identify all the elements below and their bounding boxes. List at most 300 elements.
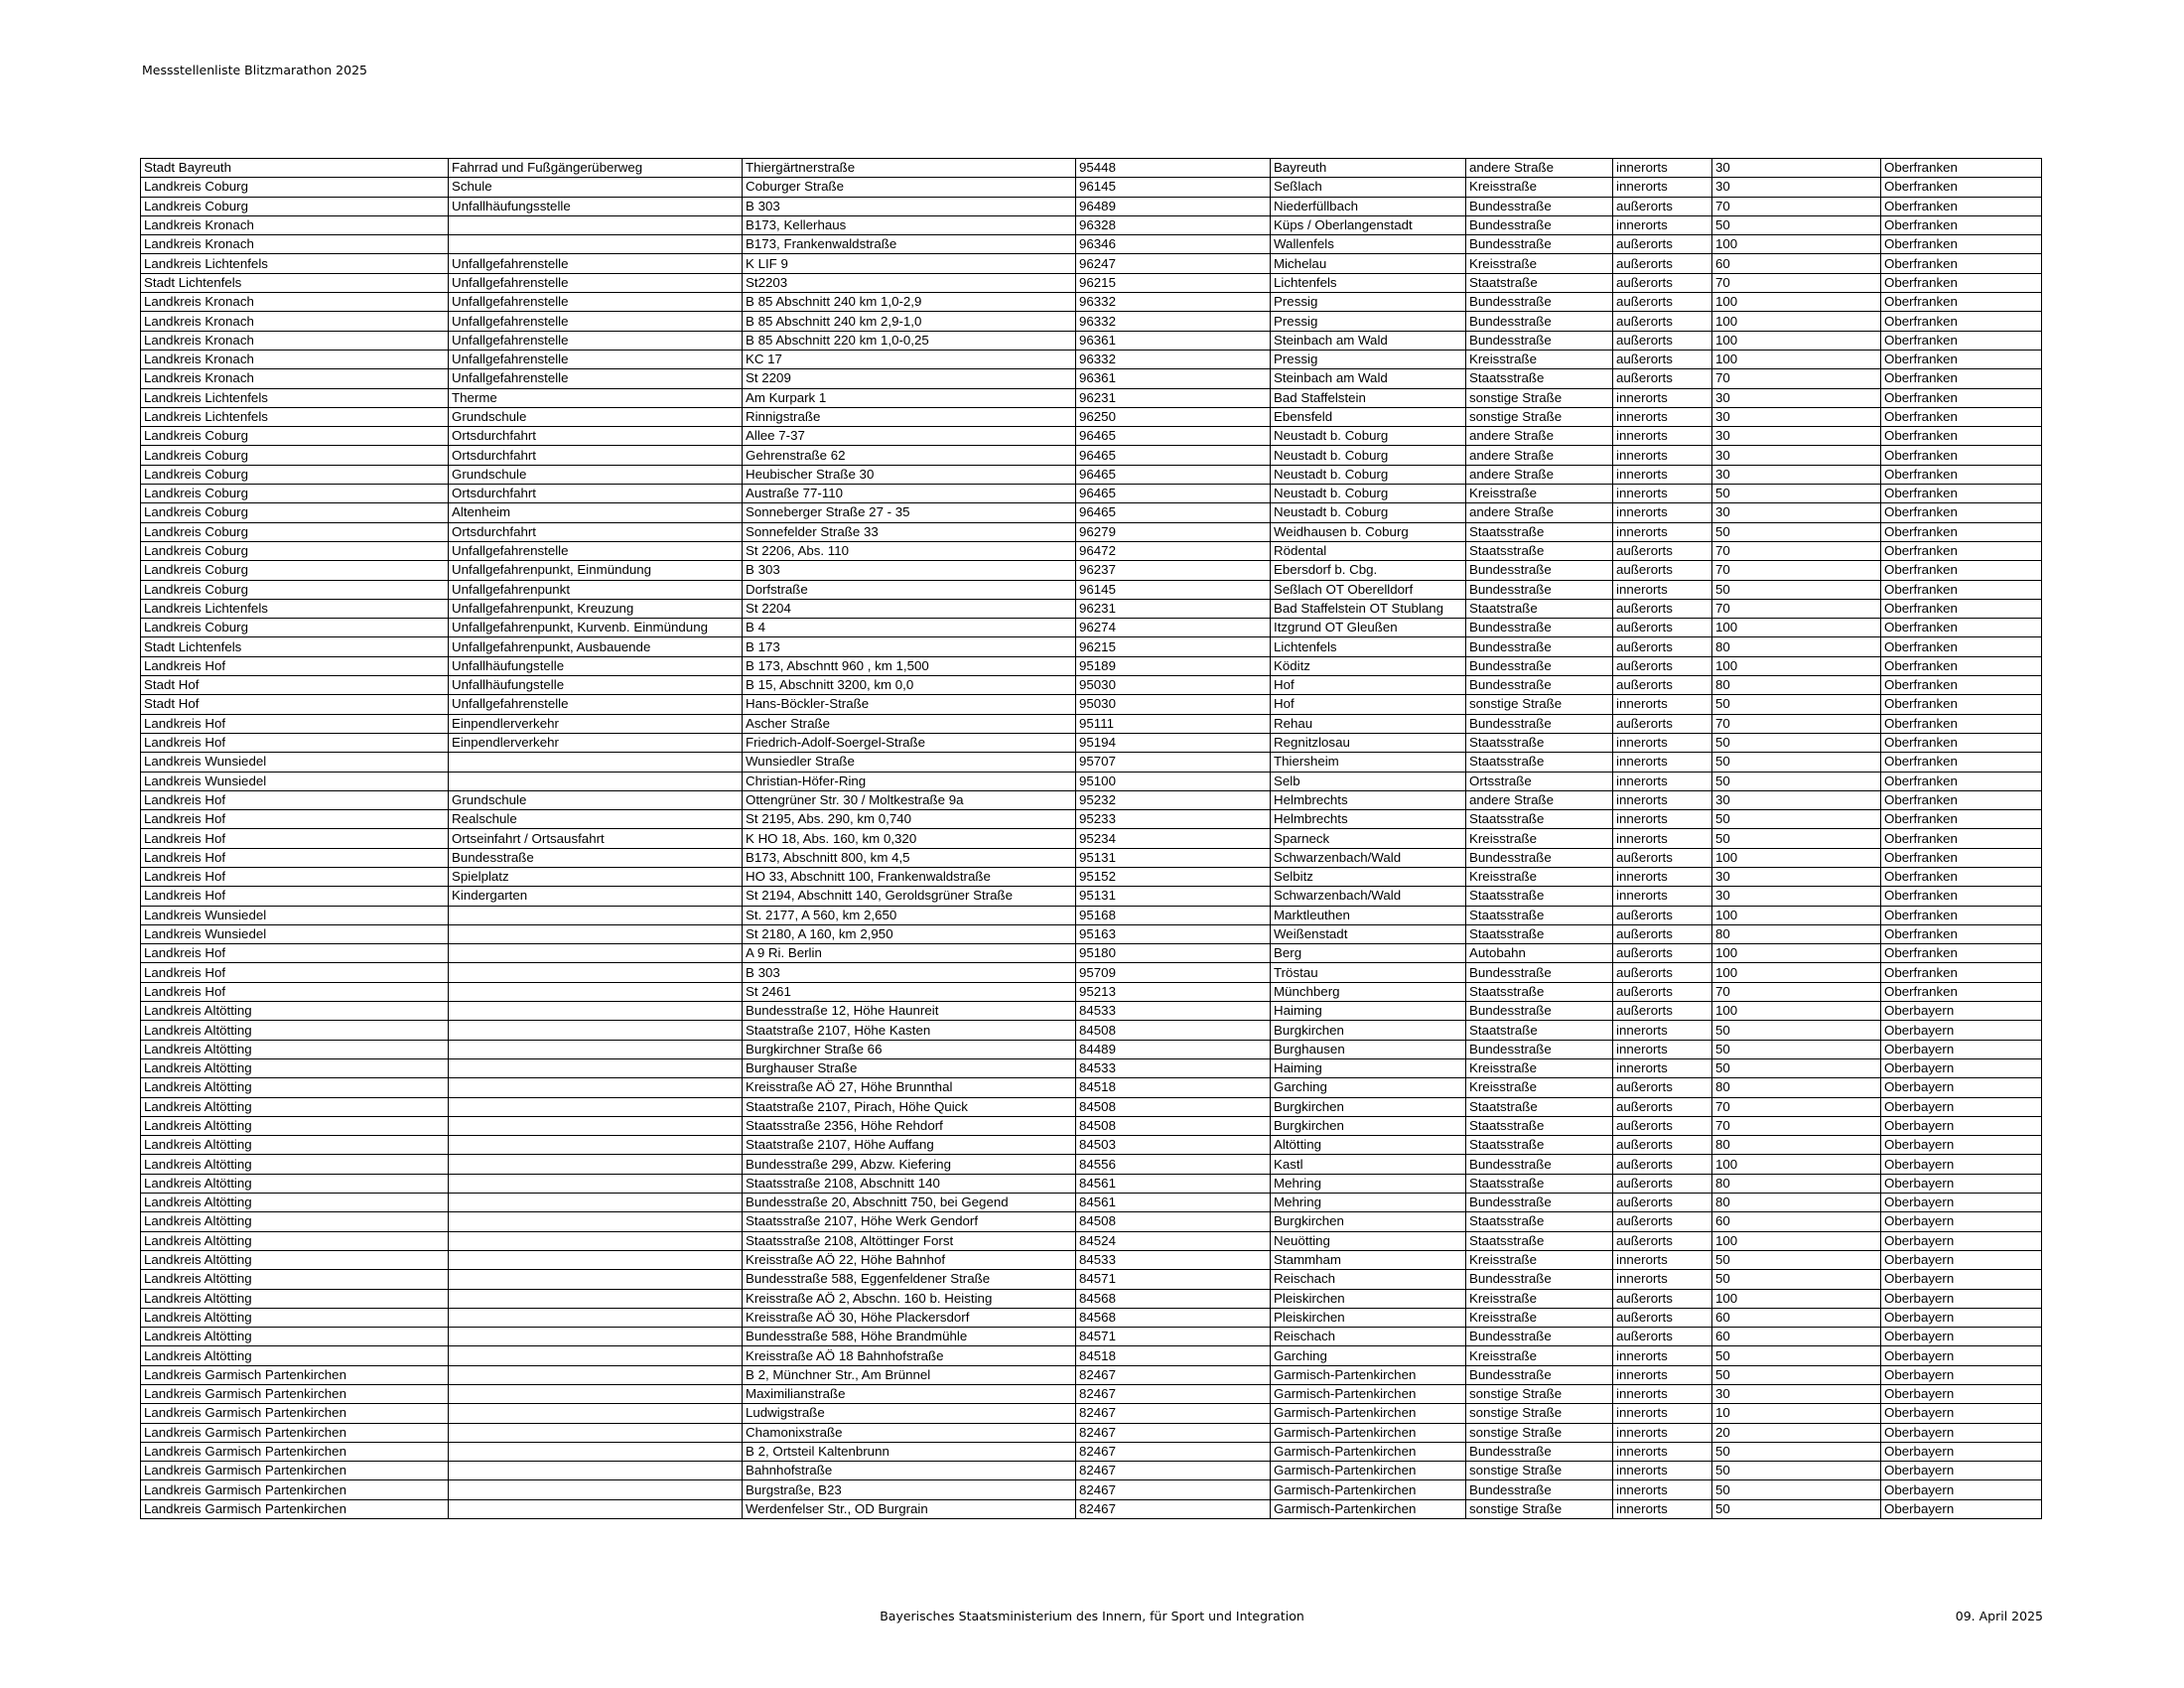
cell-speed-limit: 50 — [1712, 1462, 1881, 1480]
cell-area: innerorts — [1613, 753, 1712, 772]
cell-district: Oberfranken — [1881, 714, 2042, 733]
table-row — [141, 197, 2042, 215]
cell-authority: Landkreis Altötting — [141, 1194, 449, 1212]
table-row — [141, 1058, 2042, 1077]
table-row — [141, 1212, 2042, 1231]
cell-road-type: Staatsstraße — [1466, 522, 1613, 541]
cell-location: Kreisstraße AÖ 22, Höhe Bahnhof — [743, 1250, 1076, 1269]
measurement-table — [140, 158, 2042, 1519]
cell-area: außerorts — [1613, 944, 1712, 963]
cell-road-type: Staatsstraße — [1466, 733, 1613, 752]
cell-municipality: Neustadt b. Coburg — [1271, 427, 1466, 446]
cell-postal-code: 96489 — [1076, 197, 1271, 215]
cell-municipality: Tröstau — [1271, 963, 1466, 982]
cell-area: innerorts — [1613, 407, 1712, 426]
cell-postal-code: 95131 — [1076, 887, 1271, 906]
cell-location: Chamonixstraße — [743, 1423, 1076, 1442]
cell-postal-code: 84508 — [1076, 1116, 1271, 1135]
cell-location: B 2, Münchner Str., Am Brünnel — [743, 1365, 1076, 1384]
cell-authority: Landkreis Altötting — [141, 1270, 449, 1289]
cell-road-type: Bundesstraße — [1466, 215, 1613, 234]
cell-road-type: Bundesstraße — [1466, 331, 1613, 350]
cell-district: Oberfranken — [1881, 867, 2042, 886]
cell-reason — [449, 1346, 743, 1365]
cell-reason — [449, 753, 743, 772]
table-row — [141, 867, 2042, 886]
table-row — [141, 982, 2042, 1001]
cell-reason — [449, 1423, 743, 1442]
cell-road-type: Bundesstraße — [1466, 1040, 1613, 1058]
cell-reason — [449, 1308, 743, 1327]
cell-postal-code: 82467 — [1076, 1480, 1271, 1499]
cell-speed-limit: 100 — [1712, 963, 1881, 982]
cell-district: Oberbayern — [1881, 1250, 2042, 1269]
cell-reason — [449, 1270, 743, 1289]
cell-district: Oberfranken — [1881, 790, 2042, 809]
cell-authority: Landkreis Altötting — [141, 1058, 449, 1077]
cell-location: Am Kurpark 1 — [743, 388, 1076, 407]
cell-reason: Bundesstraße — [449, 848, 743, 867]
table-row — [141, 1289, 2042, 1308]
table-row — [141, 1116, 2042, 1135]
cell-reason — [449, 1040, 743, 1058]
cell-speed-limit: 70 — [1712, 599, 1881, 618]
cell-authority: Landkreis Hof — [141, 790, 449, 809]
cell-municipality: Michelau — [1271, 254, 1466, 273]
cell-authority: Landkreis Kronach — [141, 331, 449, 350]
cell-district: Oberfranken — [1881, 676, 2042, 695]
cell-authority: Landkreis Hof — [141, 714, 449, 733]
cell-municipality: Neustadt b. Coburg — [1271, 503, 1466, 522]
cell-reason — [449, 1231, 743, 1250]
cell-municipality: Burgkirchen — [1271, 1021, 1466, 1040]
cell-postal-code: 95709 — [1076, 963, 1271, 982]
table-row — [141, 1002, 2042, 1021]
cell-postal-code: 84571 — [1076, 1328, 1271, 1346]
cell-area: innerorts — [1613, 1385, 1712, 1404]
cell-area: innerorts — [1613, 1423, 1712, 1442]
cell-municipality: Rehau — [1271, 714, 1466, 733]
cell-postal-code: 96472 — [1076, 541, 1271, 560]
cell-location: St. 2177, A 560, km 2,650 — [743, 906, 1076, 924]
cell-speed-limit: 80 — [1712, 924, 1881, 943]
cell-authority: Landkreis Hof — [141, 887, 449, 906]
table-row — [141, 503, 2042, 522]
cell-authority: Landkreis Coburg — [141, 619, 449, 637]
cell-area: außerorts — [1613, 561, 1712, 580]
cell-location: Staatstraße 2107, Höhe Kasten — [743, 1021, 1076, 1040]
cell-municipality: Bad Staffelstein OT Stublang — [1271, 599, 1466, 618]
cell-postal-code: 96332 — [1076, 293, 1271, 312]
cell-authority: Stadt Bayreuth — [141, 159, 449, 178]
cell-speed-limit: 70 — [1712, 369, 1881, 388]
cell-authority: Stadt Hof — [141, 695, 449, 714]
cell-speed-limit: 50 — [1712, 215, 1881, 234]
cell-area: außerorts — [1613, 619, 1712, 637]
cell-postal-code: 96465 — [1076, 427, 1271, 446]
cell-reason — [449, 1021, 743, 1040]
cell-district: Oberbayern — [1881, 1212, 2042, 1231]
cell-district: Oberfranken — [1881, 580, 2042, 599]
cell-area: außerorts — [1613, 1078, 1712, 1097]
cell-authority: Landkreis Garmisch Partenkirchen — [141, 1499, 449, 1518]
cell-district: Oberfranken — [1881, 350, 2042, 368]
cell-municipality: Haiming — [1271, 1058, 1466, 1077]
cell-postal-code: 84568 — [1076, 1308, 1271, 1327]
page-header-title: Messstellenliste Blitzmarathon 2025 — [142, 63, 367, 77]
cell-speed-limit: 50 — [1712, 772, 1881, 790]
cell-speed-limit: 30 — [1712, 159, 1881, 178]
cell-district: Oberbayern — [1881, 1480, 2042, 1499]
cell-postal-code: 82467 — [1076, 1462, 1271, 1480]
cell-district: Oberfranken — [1881, 446, 2042, 465]
cell-authority: Landkreis Kronach — [141, 369, 449, 388]
cell-reason — [449, 235, 743, 254]
cell-postal-code: 95233 — [1076, 810, 1271, 829]
cell-speed-limit: 70 — [1712, 982, 1881, 1001]
cell-road-type: andere Straße — [1466, 159, 1613, 178]
cell-road-type: Bundesstraße — [1466, 1002, 1613, 1021]
cell-postal-code: 95131 — [1076, 848, 1271, 867]
cell-area: innerorts — [1613, 580, 1712, 599]
cell-authority: Landkreis Coburg — [141, 197, 449, 215]
cell-location: Wunsiedler Straße — [743, 753, 1076, 772]
cell-location: St 2461 — [743, 982, 1076, 1001]
cell-speed-limit: 50 — [1712, 695, 1881, 714]
cell-reason — [449, 1058, 743, 1077]
cell-reason: Unfallgefahrenpunkt, Kurvenb. Einmündung — [449, 619, 743, 637]
cell-road-type: Bundesstraße — [1466, 1480, 1613, 1499]
cell-road-type: Staatsstraße — [1466, 1212, 1613, 1231]
cell-location: B 4 — [743, 619, 1076, 637]
cell-road-type: sonstige Straße — [1466, 388, 1613, 407]
cell-road-type: Bundesstraße — [1466, 1328, 1613, 1346]
table-row — [141, 1423, 2042, 1442]
cell-location: B 15, Abschnitt 3200, km 0,0 — [743, 676, 1076, 695]
cell-road-type: Bundesstraße — [1466, 1442, 1613, 1461]
cell-area: innerorts — [1613, 1021, 1712, 1040]
cell-location: K LIF 9 — [743, 254, 1076, 273]
table-row — [141, 407, 2042, 426]
cell-road-type: Kreisstraße — [1466, 1289, 1613, 1308]
cell-location: B173, Frankenwaldstraße — [743, 235, 1076, 254]
cell-location: St2203 — [743, 273, 1076, 292]
table-row — [141, 273, 2042, 292]
table-row — [141, 924, 2042, 943]
cell-reason: Unfallgefahrenstelle — [449, 695, 743, 714]
cell-municipality: Lichtenfels — [1271, 637, 1466, 656]
cell-speed-limit: 50 — [1712, 580, 1881, 599]
cell-location: Christian-Höfer-Ring — [743, 772, 1076, 790]
cell-district: Oberbayern — [1881, 1289, 2042, 1308]
cell-municipality: Selb — [1271, 772, 1466, 790]
cell-location: Staatstraße 2107, Pirach, Höhe Quick — [743, 1097, 1076, 1116]
table-row — [141, 1462, 2042, 1480]
cell-area: außerorts — [1613, 1155, 1712, 1174]
cell-district: Oberfranken — [1881, 561, 2042, 580]
cell-district: Oberbayern — [1881, 1385, 2042, 1404]
cell-municipality: Garmisch-Partenkirchen — [1271, 1499, 1466, 1518]
cell-road-type: Staatstraße — [1466, 273, 1613, 292]
cell-road-type: Staatsstraße — [1466, 1116, 1613, 1135]
cell-area: innerorts — [1613, 790, 1712, 809]
cell-municipality: Garmisch-Partenkirchen — [1271, 1365, 1466, 1384]
table-row — [141, 1328, 2042, 1346]
cell-municipality: Pleiskirchen — [1271, 1289, 1466, 1308]
cell-district: Oberfranken — [1881, 215, 2042, 234]
cell-reason: Unfallgefahrenstelle — [449, 331, 743, 350]
cell-location: B 2, Ortsteil Kaltenbrunn — [743, 1442, 1076, 1461]
cell-authority: Landkreis Kronach — [141, 215, 449, 234]
cell-postal-code: 95213 — [1076, 982, 1271, 1001]
cell-district: Oberfranken — [1881, 273, 2042, 292]
cell-district: Oberbayern — [1881, 1499, 2042, 1518]
cell-reason: Grundschule — [449, 790, 743, 809]
cell-district: Oberfranken — [1881, 485, 2042, 503]
cell-municipality: Ebensfeld — [1271, 407, 1466, 426]
cell-reason: Spielplatz — [449, 867, 743, 886]
cell-road-type: Kreisstraße — [1466, 1058, 1613, 1077]
cell-municipality: Münchberg — [1271, 982, 1466, 1001]
cell-speed-limit: 100 — [1712, 293, 1881, 312]
cell-road-type: andere Straße — [1466, 446, 1613, 465]
cell-area: innerorts — [1613, 427, 1712, 446]
cell-speed-limit: 100 — [1712, 1289, 1881, 1308]
cell-authority: Landkreis Hof — [141, 656, 449, 675]
cell-area: außerorts — [1613, 350, 1712, 368]
cell-authority: Landkreis Wunsiedel — [141, 924, 449, 943]
cell-postal-code: 82467 — [1076, 1499, 1271, 1518]
cell-location: Gehrenstraße 62 — [743, 446, 1076, 465]
cell-district: Oberfranken — [1881, 753, 2042, 772]
cell-authority: Landkreis Coburg — [141, 541, 449, 560]
cell-municipality: Hof — [1271, 695, 1466, 714]
cell-postal-code: 95030 — [1076, 695, 1271, 714]
cell-authority: Landkreis Hof — [141, 733, 449, 752]
cell-area: außerorts — [1613, 1212, 1712, 1231]
table-row — [141, 1499, 2042, 1518]
table-row — [141, 714, 2042, 733]
cell-speed-limit: 30 — [1712, 427, 1881, 446]
cell-location: B 85 Abschnitt 220 km 1,0-0,25 — [743, 331, 1076, 350]
cell-postal-code: 84561 — [1076, 1194, 1271, 1212]
cell-area: innerorts — [1613, 1404, 1712, 1423]
cell-authority: Landkreis Kronach — [141, 293, 449, 312]
cell-district: Oberfranken — [1881, 407, 2042, 426]
table-row — [141, 1155, 2042, 1174]
cell-road-type: Autobahn — [1466, 944, 1613, 963]
cell-postal-code: 96250 — [1076, 407, 1271, 426]
cell-road-type: andere Straße — [1466, 503, 1613, 522]
cell-district: Oberbayern — [1881, 1442, 2042, 1461]
cell-area: innerorts — [1613, 465, 1712, 484]
cell-reason: Unfallgefahrenpunkt, Kreuzung — [449, 599, 743, 618]
cell-municipality: Niederfüllbach — [1271, 197, 1466, 215]
cell-reason — [449, 1480, 743, 1499]
cell-area: außerorts — [1613, 293, 1712, 312]
cell-road-type: Staatsstraße — [1466, 810, 1613, 829]
cell-authority: Landkreis Lichtenfels — [141, 254, 449, 273]
cell-municipality: Kastl — [1271, 1155, 1466, 1174]
table-row — [141, 1308, 2042, 1327]
cell-reason: Unfallhäufungstelle — [449, 676, 743, 695]
cell-municipality: Neustadt b. Coburg — [1271, 465, 1466, 484]
cell-location: B173, Abschnitt 800, km 4,5 — [743, 848, 1076, 867]
table-row — [141, 541, 2042, 560]
cell-speed-limit: 50 — [1712, 485, 1881, 503]
cell-municipality: Garmisch-Partenkirchen — [1271, 1404, 1466, 1423]
table-row — [141, 963, 2042, 982]
cell-area: außerorts — [1613, 1097, 1712, 1116]
cell-district: Oberbayern — [1881, 1040, 2042, 1058]
measurement-table-container — [140, 158, 2041, 1519]
cell-district: Oberfranken — [1881, 848, 2042, 867]
cell-reason: Grundschule — [449, 465, 743, 484]
cell-district: Oberbayern — [1881, 1174, 2042, 1193]
cell-postal-code: 96332 — [1076, 350, 1271, 368]
cell-location: Ascher Straße — [743, 714, 1076, 733]
cell-area: außerorts — [1613, 599, 1712, 618]
table-row — [141, 215, 2042, 234]
cell-road-type: Kreisstraße — [1466, 867, 1613, 886]
cell-municipality: Steinbach am Wald — [1271, 369, 1466, 388]
cell-road-type: Kreisstraße — [1466, 350, 1613, 368]
cell-reason: Schule — [449, 178, 743, 197]
cell-postal-code: 96274 — [1076, 619, 1271, 637]
cell-speed-limit: 80 — [1712, 1194, 1881, 1212]
cell-authority: Landkreis Wunsiedel — [141, 906, 449, 924]
cell-reason: Ortseinfahrt / Ortsausfahrt — [449, 829, 743, 848]
cell-postal-code: 84568 — [1076, 1289, 1271, 1308]
cell-reason: Realschule — [449, 810, 743, 829]
cell-authority: Landkreis Kronach — [141, 235, 449, 254]
table-row — [141, 1136, 2042, 1155]
cell-road-type: sonstige Straße — [1466, 407, 1613, 426]
cell-road-type: Bundesstraße — [1466, 714, 1613, 733]
cell-speed-limit: 80 — [1712, 676, 1881, 695]
cell-location: Maximilianstraße — [743, 1385, 1076, 1404]
cell-municipality: Garching — [1271, 1078, 1466, 1097]
cell-authority: Landkreis Hof — [141, 810, 449, 829]
cell-reason: Unfallgefahrenstelle — [449, 350, 743, 368]
cell-district: Oberbayern — [1881, 1365, 2042, 1384]
cell-reason: Unfallgefahrenstelle — [449, 369, 743, 388]
cell-speed-limit: 100 — [1712, 906, 1881, 924]
cell-municipality: Burgkirchen — [1271, 1212, 1466, 1231]
cell-location: Bahnhofstraße — [743, 1462, 1076, 1480]
cell-road-type: Ortsstraße — [1466, 772, 1613, 790]
cell-reason: Unfallgefahrenpunkt, Einmündung — [449, 561, 743, 580]
cell-area: außerorts — [1613, 1002, 1712, 1021]
cell-location: B 303 — [743, 197, 1076, 215]
cell-location: Allee 7-37 — [743, 427, 1076, 446]
cell-location: Burgkirchner Straße 66 — [743, 1040, 1076, 1058]
cell-area: innerorts — [1613, 867, 1712, 886]
cell-road-type: sonstige Straße — [1466, 1423, 1613, 1442]
cell-authority: Landkreis Coburg — [141, 465, 449, 484]
cell-authority: Landkreis Hof — [141, 944, 449, 963]
cell-location: Bundesstraße 299, Abzw. Kiefering — [743, 1155, 1076, 1174]
cell-reason — [449, 1097, 743, 1116]
cell-speed-limit: 100 — [1712, 1231, 1881, 1250]
cell-area: innerorts — [1613, 1365, 1712, 1384]
cell-district: Oberfranken — [1881, 465, 2042, 484]
cell-reason — [449, 1328, 743, 1346]
cell-reason — [449, 215, 743, 234]
cell-location: B 173, Abschntt 960 , km 1,500 — [743, 656, 1076, 675]
cell-speed-limit: 30 — [1712, 867, 1881, 886]
cell-speed-limit: 70 — [1712, 541, 1881, 560]
table-row — [141, 254, 2042, 273]
cell-authority: Landkreis Garmisch Partenkirchen — [141, 1442, 449, 1461]
cell-road-type: Bundesstraße — [1466, 1194, 1613, 1212]
cell-postal-code: 96145 — [1076, 580, 1271, 599]
cell-location: KC 17 — [743, 350, 1076, 368]
cell-area: außerorts — [1613, 1289, 1712, 1308]
cell-speed-limit: 100 — [1712, 619, 1881, 637]
table-row — [141, 1442, 2042, 1461]
cell-location: Sonnefelder Straße 33 — [743, 522, 1076, 541]
cell-municipality: Garmisch-Partenkirchen — [1271, 1385, 1466, 1404]
cell-location: Bundesstraße 12, Höhe Haunreit — [743, 1002, 1076, 1021]
cell-authority: Landkreis Coburg — [141, 561, 449, 580]
cell-municipality: Pressig — [1271, 350, 1466, 368]
cell-postal-code: 84518 — [1076, 1078, 1271, 1097]
table-row — [141, 676, 2042, 695]
cell-area: innerorts — [1613, 522, 1712, 541]
cell-road-type: andere Straße — [1466, 427, 1613, 446]
cell-road-type: Kreisstraße — [1466, 1346, 1613, 1365]
cell-location: K HO 18, Abs. 160, km 0,320 — [743, 829, 1076, 848]
cell-district: Oberfranken — [1881, 522, 2042, 541]
table-row — [141, 446, 2042, 465]
cell-authority: Landkreis Altötting — [141, 1250, 449, 1269]
cell-postal-code: 84489 — [1076, 1040, 1271, 1058]
cell-reason — [449, 1250, 743, 1269]
cell-road-type: Staatsstraße — [1466, 887, 1613, 906]
table-row — [141, 159, 2042, 178]
cell-municipality: Selbitz — [1271, 867, 1466, 886]
cell-location: Staatsstraße 2107, Höhe Werk Gendorf — [743, 1212, 1076, 1231]
cell-reason — [449, 1136, 743, 1155]
cell-speed-limit: 50 — [1712, 1346, 1881, 1365]
cell-district: Oberbayern — [1881, 1404, 2042, 1423]
cell-road-type: Bundesstraße — [1466, 656, 1613, 675]
cell-municipality: Köditz — [1271, 656, 1466, 675]
cell-speed-limit: 50 — [1712, 733, 1881, 752]
cell-location: Kreisstraße AÖ 30, Höhe Plackersdorf — [743, 1308, 1076, 1327]
cell-authority: Landkreis Garmisch Partenkirchen — [141, 1404, 449, 1423]
cell-road-type: Bundesstraße — [1466, 312, 1613, 331]
cell-reason: Unfallhäufungstelle — [449, 656, 743, 675]
cell-road-type: Staatsstraße — [1466, 541, 1613, 560]
table-row — [141, 485, 2042, 503]
cell-municipality: Bayreuth — [1271, 159, 1466, 178]
cell-reason: Unfallgefahrenstelle — [449, 312, 743, 331]
cell-speed-limit: 100 — [1712, 350, 1881, 368]
cell-location: Bundesstraße 588, Eggenfeldener Straße — [743, 1270, 1076, 1289]
cell-district: Oberfranken — [1881, 159, 2042, 178]
cell-area: innerorts — [1613, 887, 1712, 906]
cell-road-type: Kreisstraße — [1466, 1308, 1613, 1327]
cell-reason — [449, 1289, 743, 1308]
cell-road-type: Staatsstraße — [1466, 982, 1613, 1001]
cell-area: außerorts — [1613, 331, 1712, 350]
cell-speed-limit: 100 — [1712, 944, 1881, 963]
cell-reason — [449, 924, 743, 943]
cell-authority: Landkreis Altötting — [141, 1078, 449, 1097]
cell-area: außerorts — [1613, 312, 1712, 331]
